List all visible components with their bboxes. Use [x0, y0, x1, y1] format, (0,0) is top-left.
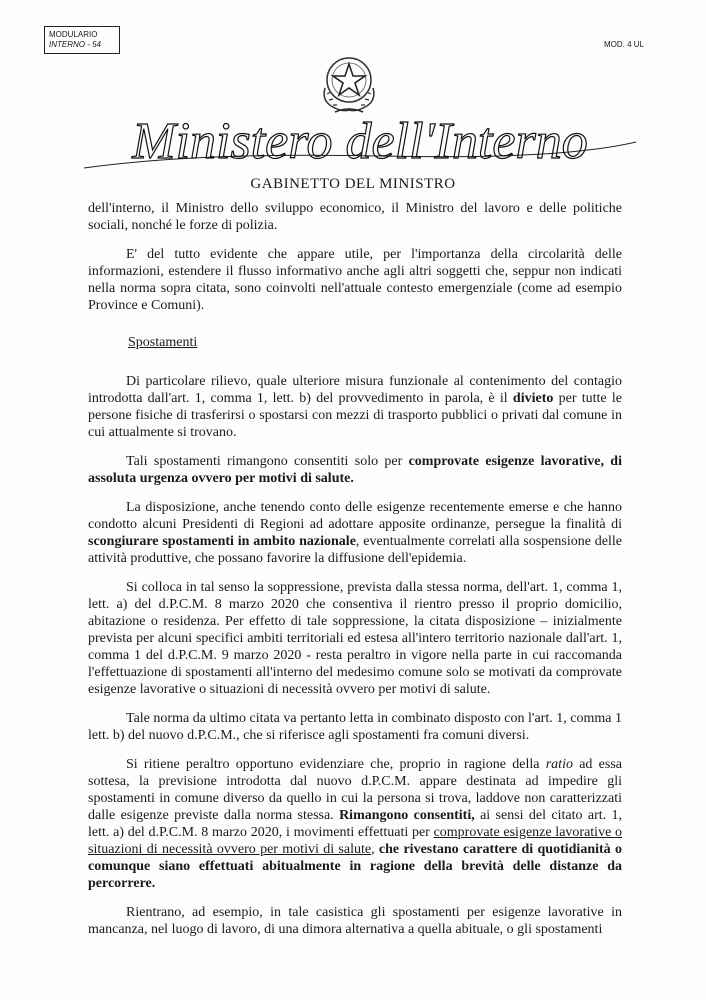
paragraph: dell'interno, il Ministro dello sviluppo economico, il Ministro del lavoro e delle politiche sociali, nonché le forze di polizia. [88, 201, 622, 233]
paragraph: Si ritiene peraltro opportuno evidenziare che, proprio in ragione della ratio ad essa sottesa, la previsione introdotta dal nuovo d.P.C.M. appare destinata ad impedire gli spostamenti in comune diverso da quello in cui la persona si trova, laddove non caratterizzati dalle esigenze previste dalla norma stessa. Rimangono consentiti, ai sensi del citato art. 1, lett. a) del d.P.C.M. 8 marzo 2020, i movimenti effettuati per comprovate esigenze lavorative o situazioni di necessità ovvero per motivi di salute, che rivestano carattere di quotidianità o comunque siano effettuati abitualmente in ragione della brevità delle distanze da percorrere. [88, 757, 623, 891]
modulario-label: MODULARIO [49, 30, 98, 39]
ministry-title [80, 112, 640, 176]
italian-republic-emblem-icon [313, 50, 385, 116]
paragraph: Di particolare rilievo, quale ulteriore misura funzionale al contenimento del contagio introdotta dall'art. 1, comma 1, lett. b) del provvedimento in parola, è il divieto per tutte le persone fisiche di trasferirsi o spostarsi con mezzi di trasporto pubblici o privati dal comune in cui attualmente si trovano. [88, 374, 622, 440]
modulario-box [44, 26, 120, 54]
cabinet-heading: GABINETTO DEL MINISTRO [250, 176, 456, 192]
ministry-title-text: Ministero dell'Interno [132, 113, 588, 170]
paragraph: Tale norma da ultimo citata va pertanto letta in combinato disposto con l'art. 1, comma 1 lett. b) del nuovo d.P.C.M., che si riferisce agli spostamenti fra comuni diversi. [88, 711, 622, 743]
paragraph: Tali spostamenti rimangono consentiti solo per comprovate esigenze lavorative, di assoluta urgenza ovvero per motivi di salute. [88, 454, 622, 486]
paragraph: Rientrano, ad esempio, in tale casistica gli spostamenti per esigenze lavorative in mancanza, nel luogo di lavoro, di una dimora alternativa a quella abituale, o gli spostamenti [88, 905, 622, 937]
paragraph: E' del tutto evidente che appare utile, per l'importanza della circolarità delle informazioni, estendere il flusso informativo anche agli altri soggetti che, seppur non indicati nella norma sopra citata, sono coinvolti nell'attuale contesto emergenziale (come ad esempio Province e Comuni). [88, 247, 622, 313]
mod-reference: MOD. 4 UL [603, 40, 644, 49]
paragraph: La disposizione, anche tenendo conto delle esigenze recentemente emerse e che hanno condotto alcuni Presidenti di Regioni ad adottare apposite ordinanze, persegue la finalità di scongiurare spostamenti in ambito nazionale, eventualmente correlati alla sospensione delle attività produttive, che possano favorire la diffusione dell'epidemia. [88, 500, 622, 566]
section-title: Spostamenti [128, 335, 198, 350]
modulario-code: INTERNO - 54 [49, 40, 102, 49]
document-body [88, 200, 622, 950]
paragraph: Si colloca in tal senso la soppressione, prevista dalla stessa norma, dell'art. 1, comma 1, lett. a) del d.P.C.M. 8 marzo 2020 che consentiva il rientro presso il proprio domicilio, abitazione o residenza. Per effetto di tale soppressione, la citata disposizione – inizialmente prevista per alcuni specifici ambiti territoriali ed estesa all'intero territorio nazionale dall'art. 1, comma 1 del d.P.C.M. 9 marzo 2020 - resta peraltro in vigore nella parte in cui raccomanda l'effettuazione di spostamenti all'interno del medesimo comune solo se motivati da comprovate esigenze lavorative o situazioni di necessità ovvero per motivi di salute. [88, 580, 622, 697]
